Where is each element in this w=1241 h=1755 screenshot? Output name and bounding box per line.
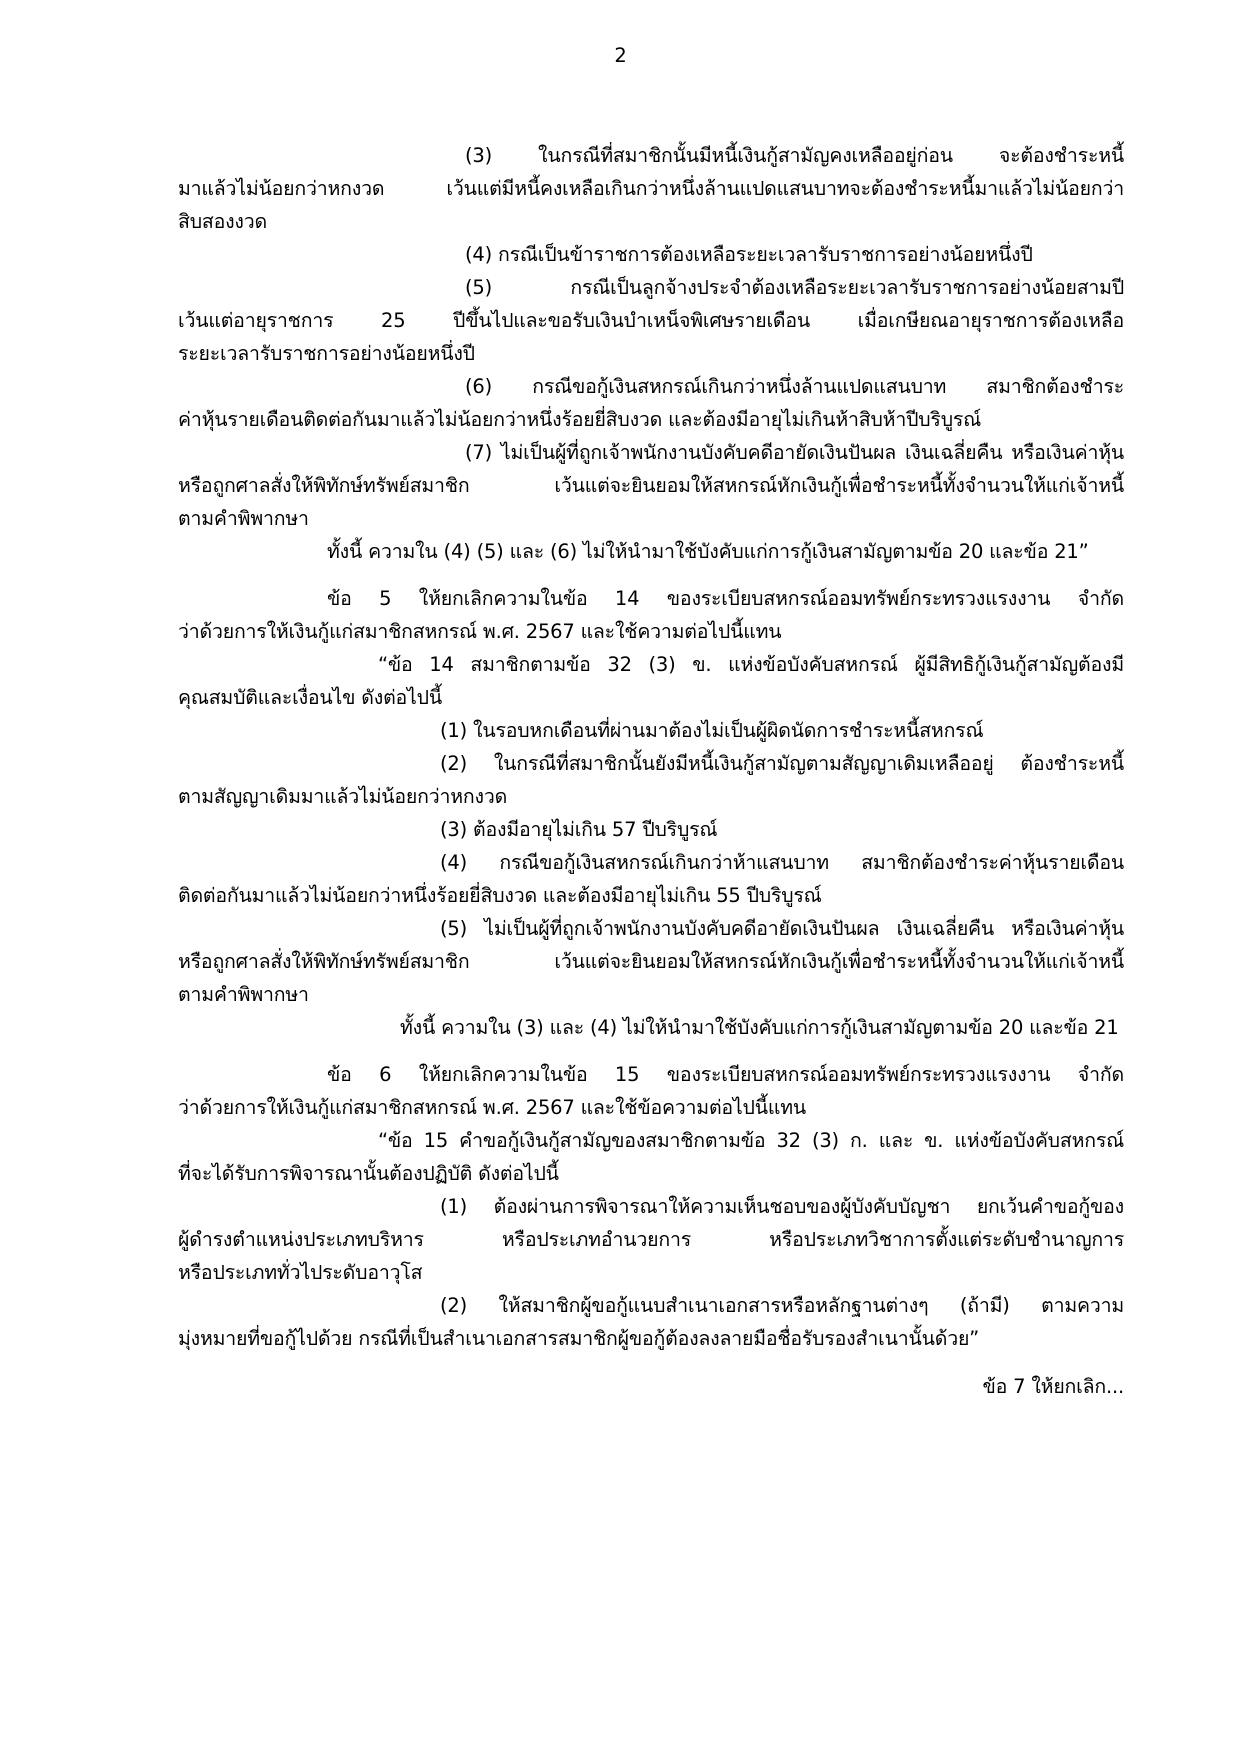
text-line: ติดต่อกันมาแล้วไม่น้อยกว่าหนึ่งร้อยยี่สิบงวด และต้องมีอายุไม่เกิน 55 ปีบริบูรณ์ (178, 884, 822, 907)
text-line: หรือถูกศาลสั่งให้พิทักษ์ทรัพย์สมาชิก เว้นแต่จะยินยอมให้สหกรณ์หักเงินกู้เพื่อชำระหนี้ทั้งจำนวนให้แก่เจ้าหนี้ (178, 474, 1124, 497)
text-line: “ข้อ 14 สมาชิกตามข้อ 32 (3) ข. แห่งข้อบังคับสหกรณ์ ผู้มีสิทธิกู้เงินกู้สามัญต้องมี (378, 653, 1124, 676)
text-line: ตามคำพิพากษา (178, 983, 309, 1006)
text-line: มุ่งหมายที่ขอกู้ไปด้วย กรณีที่เป็นสำเนาเอกสารสมาชิกผู้ขอกู้ต้องลงลายมือชื่อรับรองสำเนานั้นด้วย” (178, 1327, 980, 1350)
text-line: (3) ในกรณีที่สมาชิกนั้นมีหนี้เงินกู้สามัญคงเหลืออยู่ก่อน จะต้องชำระหนี้ (465, 144, 1124, 167)
text-line: ว่าด้วยการให้เงินกู้แก่สมาชิกสหกรณ์ พ.ศ. 2567 และใช้ความต่อไปนี้แทน (178, 620, 782, 643)
text-line: หรือถูกศาลสั่งให้พิทักษ์ทรัพย์สมาชิก เว้นแต่จะยินยอมให้สหกรณ์หักเงินกู้เพื่อชำระหนี้ทั้งจำนวนให้แก่เจ้าหนี้ (178, 950, 1124, 973)
continuation-marker: ข้อ 7 ให้ยกเลิก... (982, 1375, 1124, 1398)
text-line: (3) ต้องมีอายุไม่เกิน 57 ปีบริบูรณ์ (440, 818, 718, 841)
text-line: ระยะเวลารับราชการอย่างน้อยหนึ่งปี (178, 342, 475, 365)
text-line: ว่าด้วยการให้เงินกู้แก่สมาชิกสหกรณ์ พ.ศ. 2567 และใช้ข้อความต่อไปนี้แทน (178, 1096, 806, 1119)
text-line: ข้อ 6 ให้ยกเลิกความในข้อ 15 ของระเบียบสหกรณ์ออมทรัพย์กระทรวงแรงงาน จำกัด (327, 1063, 1124, 1086)
text-line: (7) ไม่เป็นผู้ที่ถูกเจ้าพนักงานบังคับคดีอายัดเงินปันผล เงินเฉลี่ยคืน หรือเงินค่าหุ้น (465, 441, 1124, 464)
text-line: ทั้งนี้ ความใน (3) และ (4) ไม่ให้นำมาใช้บังคับแก่การกู้เงินสามัญตามข้อ 20 และข้อ 21 (400, 1016, 1119, 1039)
text-line: (5) กรณีเป็นลูกจ้างประจำต้องเหลือระยะเวลารับราชการอย่างน้อยสามปี (465, 276, 1124, 299)
text-line: (5) ไม่เป็นผู้ที่ถูกเจ้าพนักงานบังคับคดีอายัดเงินปันผล เงินเฉลี่ยคืน หรือเงินค่าหุ้น (440, 917, 1124, 940)
text-line: (4) กรณีเป็นข้าราชการต้องเหลือระยะเวลารับราชการอย่างน้อยหนึ่งปี (465, 243, 1033, 266)
text-line: (2) ให้สมาชิกผู้ขอกู้แนบสำเนาเอกสารหรือหลักฐานต่างๆ (ถ้ามี) ตามความ (440, 1294, 1124, 1317)
text-line: มาแล้วไม่น้อยกว่าหกงวด เว้นแต่มีหนี้คงเหลือเกินกว่าหนึ่งล้านแปดแสนบาทจะต้องชำระหนี้มาแล้วไม่น้อยกว่า (178, 177, 1124, 200)
text-line: (1) ในรอบหกเดือนที่ผ่านมาต้องไม่เป็นผู้ผิดนัดการชำระหนี้สหกรณ์ (440, 719, 984, 742)
page-number: 2 (614, 44, 627, 67)
text-line: หรือประเภททั่วไประดับอาวุโส (178, 1261, 423, 1284)
text-line: ผู้ดำรงตำแหน่งประเภทบริหาร หรือประเภทอำนวยการ หรือประเภทวิชาการตั้งแต่ระดับชำนาญการ (178, 1228, 1124, 1251)
text-line: (6) กรณีขอกู้เงินสหกรณ์เกินกว่าหนึ่งล้านแปดแสนบาท สมาชิกต้องชำระ (465, 375, 1124, 398)
text-line: (2) ในกรณีที่สมาชิกนั้นยังมีหนี้เงินกู้สามัญตามสัญญาเดิมเหลืออยู่ ต้องชำระหนี้ (440, 752, 1124, 775)
text-line: (4) กรณีขอกู้เงินสหกรณ์เกินกว่าห้าแสนบาท สมาชิกต้องชำระค่าหุ้นรายเดือน (440, 851, 1124, 874)
text-line: ตามสัญญาเดิมมาแล้วไม่น้อยกว่าหกงวด (178, 785, 508, 808)
text-line: ตามคำพิพากษา (178, 507, 309, 530)
text-line: ทั้งนี้ ความใน (4) (5) และ (6) ไม่ให้นำมาใช้บังคับแก่การกู้เงินสามัญตามข้อ 20 และข้อ 21” (327, 540, 1089, 563)
text-line: “ข้อ 15 คำขอกู้เงินกู้สามัญของสมาชิกตามข้อ 32 (3) ก. และ ข. แห่งข้อบังคับสหกรณ์ (378, 1129, 1124, 1152)
text-line: ที่จะได้รับการพิจารณานั้นต้องปฏิบัติ ดังต่อไปนี้ (178, 1162, 559, 1185)
text-line: เว้นแต่อายุราชการ 25 ปีขึ้นไปและขอรับเงินบำเหน็จพิเศษรายเดือน เมื่อเกษียณอายุราชการต้องเหลือ (178, 309, 1124, 332)
text-line: สิบสองงวด (178, 210, 267, 233)
text-line: ค่าหุ้นรายเดือนติดต่อกันมาแล้วไม่น้อยกว่าหนึ่งร้อยยี่สิบงวด และต้องมีอายุไม่เกินห้าสิบห้าปีบริบูรณ์ (178, 408, 982, 431)
text-line: คุณสมบัติและเงื่อนไข ดังต่อไปนี้ (178, 686, 442, 709)
text-line: (1) ต้องผ่านการพิจารณาให้ความเห็นชอบของผู้บังคับบัญชา ยกเว้นคำขอกู้ของ (440, 1195, 1124, 1218)
text-line: ข้อ 5 ให้ยกเลิกความในข้อ 14 ของระเบียบสหกรณ์ออมทรัพย์กระทรวงแรงงาน จำกัด (327, 587, 1124, 610)
